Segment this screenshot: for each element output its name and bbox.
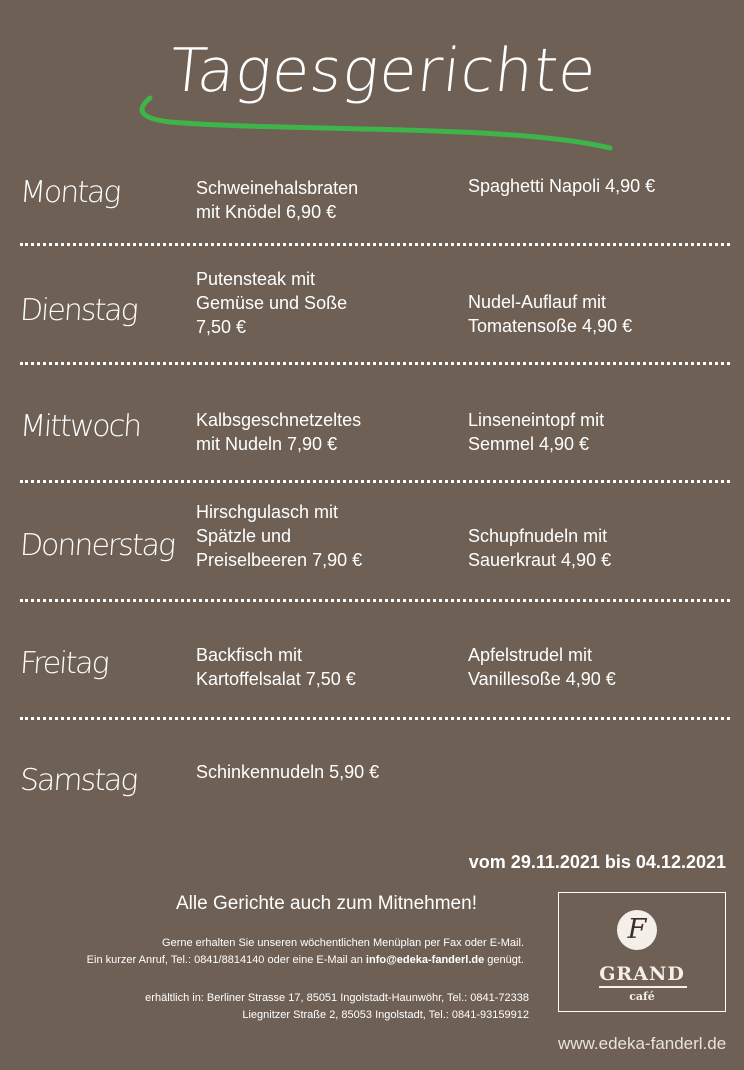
main-dish: Putensteak mit Gemüse und Soße 7,50 € <box>196 269 348 337</box>
page-title: Tagesgerichte <box>166 36 601 106</box>
store-addresses <box>145 990 529 1024</box>
address-line: Liegnitzer Straße 2, 85053 Ingolstadt, Tel.: 0841-93159912 <box>242 1009 529 1021</box>
day-label: Mittwoch <box>18 409 142 444</box>
day-label: Montag <box>18 175 121 210</box>
date-range: vom 29.11.2021 bis 04.12.2021 <box>468 852 726 872</box>
main-dish: Schweinehalsbraten mit Knödel 6,90 € <box>196 178 359 222</box>
second-dish: Spaghetti Napoli 4,90 € <box>468 176 656 196</box>
contact-info <box>87 935 524 969</box>
logo-rule <box>599 986 687 988</box>
main-dish: Schinkennudeln 5,90 € <box>196 762 380 782</box>
second-dish: Schupfnudeln mit Sauerkraut 4,90 € <box>468 526 612 570</box>
second-dish: Apfelstrudel mit Vanillesoße 4,90 € <box>468 645 616 689</box>
day-label: Donnerstag <box>18 528 176 563</box>
website-link[interactable]: www.edeka-fanderl.de <box>558 1034 727 1053</box>
day-label: Samstag <box>18 763 138 798</box>
info-line: Gerne erhalten Sie unseren wöchentlichen Menüplan per Fax oder E-Mail. <box>162 937 524 949</box>
logo-subtitle: café <box>629 990 655 1003</box>
main-dish: Backfisch mit Kartoffelsalat 7,50 € <box>196 645 356 689</box>
second-dish: Linseneintopf mit Semmel 4,90 € <box>468 410 605 454</box>
logo-name: GRAND <box>599 963 685 985</box>
grand-cafe-logo <box>558 892 726 1012</box>
dotted-divider <box>20 717 730 720</box>
info-line: Ein kurzer Anruf, Tel.: 0841/8814140 oder eine E-Mail an info@edeka-fanderl.de genügt. <box>86 954 524 966</box>
dotted-divider <box>20 362 730 365</box>
day-label: Freitag <box>18 646 109 681</box>
logo-monogram: F <box>617 910 657 950</box>
dotted-divider <box>20 480 730 483</box>
dotted-divider <box>20 243 730 246</box>
main-dish: Hirschgulasch mit Spätzle und Preiselbeeren 7,90 € <box>196 502 363 570</box>
email-link[interactable]: info@edeka-fanderl.de <box>365 954 485 966</box>
title-underline-swoosh <box>130 88 630 158</box>
dotted-divider <box>20 599 730 602</box>
address-line: erhältlich in: Berliner Strasse 17, 85051 Ingolstadt-Haunwöhr, Tel.: 0841-72338 <box>145 992 529 1004</box>
day-label: Dienstag <box>18 293 138 328</box>
main-dish: Kalbsgeschnetzeltes mit Nudeln 7,90 € <box>196 410 362 454</box>
takeaway-note: Alle Gerichte auch zum Mitnehmen! <box>176 893 477 914</box>
second-dish: Nudel-Auflauf mit Tomatensoße 4,90 € <box>468 292 633 336</box>
